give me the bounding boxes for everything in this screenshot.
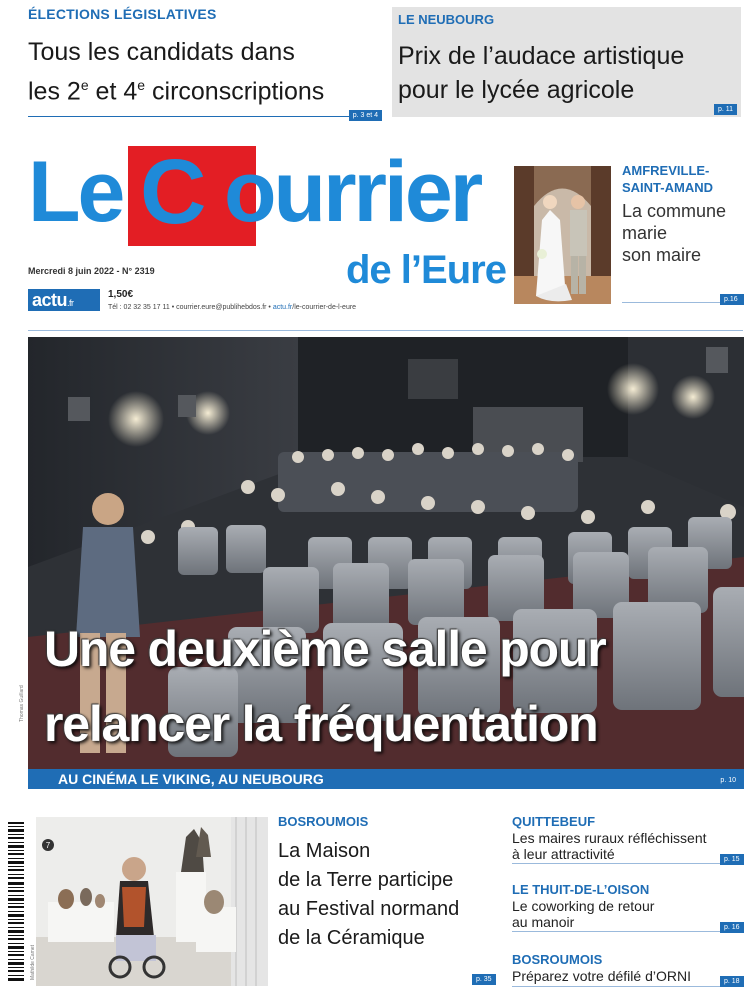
- headline-line: Le coworking de retour: [512, 898, 655, 914]
- contact-line: [108, 304, 356, 311]
- kicker-line: SAINT-AMAND: [622, 180, 713, 195]
- logo-le: Le: [28, 144, 123, 240]
- logo-subtitle: de l’Eure: [346, 248, 506, 292]
- teaser-wedding-headline: [622, 200, 744, 266]
- teaser-elections-headline: [28, 36, 388, 108]
- divider: [28, 116, 382, 117]
- headline-line: les 2: [28, 77, 81, 106]
- headline-line: à leur attractivité: [512, 846, 615, 862]
- actu-badge[interactable]: [28, 289, 100, 311]
- barcode: [6, 820, 26, 984]
- teaser-thuit[interactable]: [512, 882, 744, 930]
- page-reference: p. 18: [720, 976, 744, 987]
- headline-line: Les maires ruraux réfléchissent: [512, 830, 707, 846]
- contact-text: Tél : 02 32 35 17 11 • courrier.eure@publihebdos.fr •: [108, 304, 273, 311]
- ceramics-illustration: [36, 817, 268, 986]
- teaser-wedding-kicker: [622, 162, 744, 196]
- teaser-ceramics[interactable]: [278, 814, 498, 953]
- headline-line: La commune: [622, 201, 727, 221]
- contact-path: /le-courrier-de-l-eure: [292, 304, 357, 311]
- page-reference: p. 3 et 4: [349, 110, 382, 121]
- divider: [512, 986, 744, 987]
- contact-link[interactable]: actu.fr: [272, 304, 293, 311]
- headline-line: Une deuxième salle pour: [44, 621, 606, 677]
- headline-line: circonscriptions: [145, 77, 325, 106]
- wedding-illustration: [514, 166, 611, 304]
- ceramics-photo[interactable]: [36, 817, 268, 986]
- headline-line: marie: [622, 223, 668, 243]
- page-reference: p. 35: [472, 974, 496, 985]
- headline-line: de la Terre participe: [278, 869, 454, 891]
- price: 1,50€: [108, 289, 134, 300]
- headline-line: au Festival normand: [278, 898, 460, 920]
- headline-line: de la Céramique: [278, 927, 425, 949]
- ordinal-suffix: e: [80, 77, 89, 93]
- photo-credit: Thomas Guillard: [19, 685, 25, 722]
- ordinal-suffix: e: [137, 77, 146, 93]
- headline-line: Prix de l’audace artistique: [398, 42, 685, 70]
- photo-number: 7: [45, 841, 51, 850]
- headline-line: La Maison: [278, 840, 371, 862]
- main-story-kicker: AU CINÉMA LE VIKING, AU NEUBOURG: [58, 771, 324, 787]
- wedding-photo[interactable]: [514, 166, 611, 304]
- teaser-kicker: LE THUIT-DE-L’OISON: [512, 882, 650, 897]
- headline-line: Préparez votre défilé d’ORNI: [512, 968, 691, 984]
- divider: [512, 931, 744, 932]
- teaser-orni[interactable]: [512, 952, 744, 984]
- teaser-ceramics-kicker: BOSROUMOIS: [278, 814, 369, 829]
- actu-badge-text: actu: [32, 290, 68, 310]
- teaser-headline: [512, 968, 744, 984]
- page-reference: p. 16: [720, 922, 744, 933]
- page-reference: p. 10: [720, 777, 736, 784]
- teaser-elections[interactable]: [28, 6, 382, 118]
- dateline: Mercredi 8 juin 2022 - N° 2319: [28, 266, 155, 276]
- teaser-kicker: BOSROUMOIS: [512, 952, 603, 967]
- kicker-line: AMFREVILLE-: [622, 163, 710, 178]
- headline-line: au manoir: [512, 914, 575, 930]
- teaser-kicker: QUITTEBEUF: [512, 814, 596, 829]
- headline-line: Tous les candidats dans: [28, 38, 295, 66]
- teaser-lycee-kicker: LE NEUBOURG: [398, 12, 495, 27]
- page-reference: p. 15: [720, 854, 744, 865]
- headline-line: relancer la fréquentation: [44, 696, 598, 752]
- teaser-ceramics-headline: [278, 837, 498, 953]
- headline-line: et 4: [88, 77, 138, 106]
- page-reference: p.16: [720, 294, 744, 305]
- teaser-wedding[interactable]: [622, 162, 744, 266]
- teaser-quittebeuf[interactable]: [512, 814, 744, 862]
- logo-ourrier: ourrier: [224, 144, 481, 240]
- teaser-headline: [512, 898, 744, 930]
- barcode-graphic: [6, 820, 26, 984]
- actu-badge-suffix: .fr: [67, 298, 74, 308]
- divider: [28, 330, 743, 331]
- headline-line: pour le lycée agricole: [398, 76, 635, 104]
- newspaper-logo[interactable]: [28, 141, 498, 246]
- teaser-elections-kicker: ÉLECTIONS LÉGISLATIVES: [28, 6, 217, 22]
- teaser-lycee-headline: [398, 39, 684, 107]
- logo-c: C: [140, 141, 207, 243]
- page-reference: p. 11: [714, 104, 737, 115]
- teaser-headline: [512, 830, 744, 862]
- headline-line: son maire: [622, 245, 702, 265]
- main-story-band[interactable]: [28, 769, 744, 789]
- teaser-lycee[interactable]: [392, 7, 741, 117]
- main-headline[interactable]: [44, 612, 606, 762]
- photo-credit: Mathilde Camet: [30, 944, 36, 980]
- divider: [512, 863, 744, 864]
